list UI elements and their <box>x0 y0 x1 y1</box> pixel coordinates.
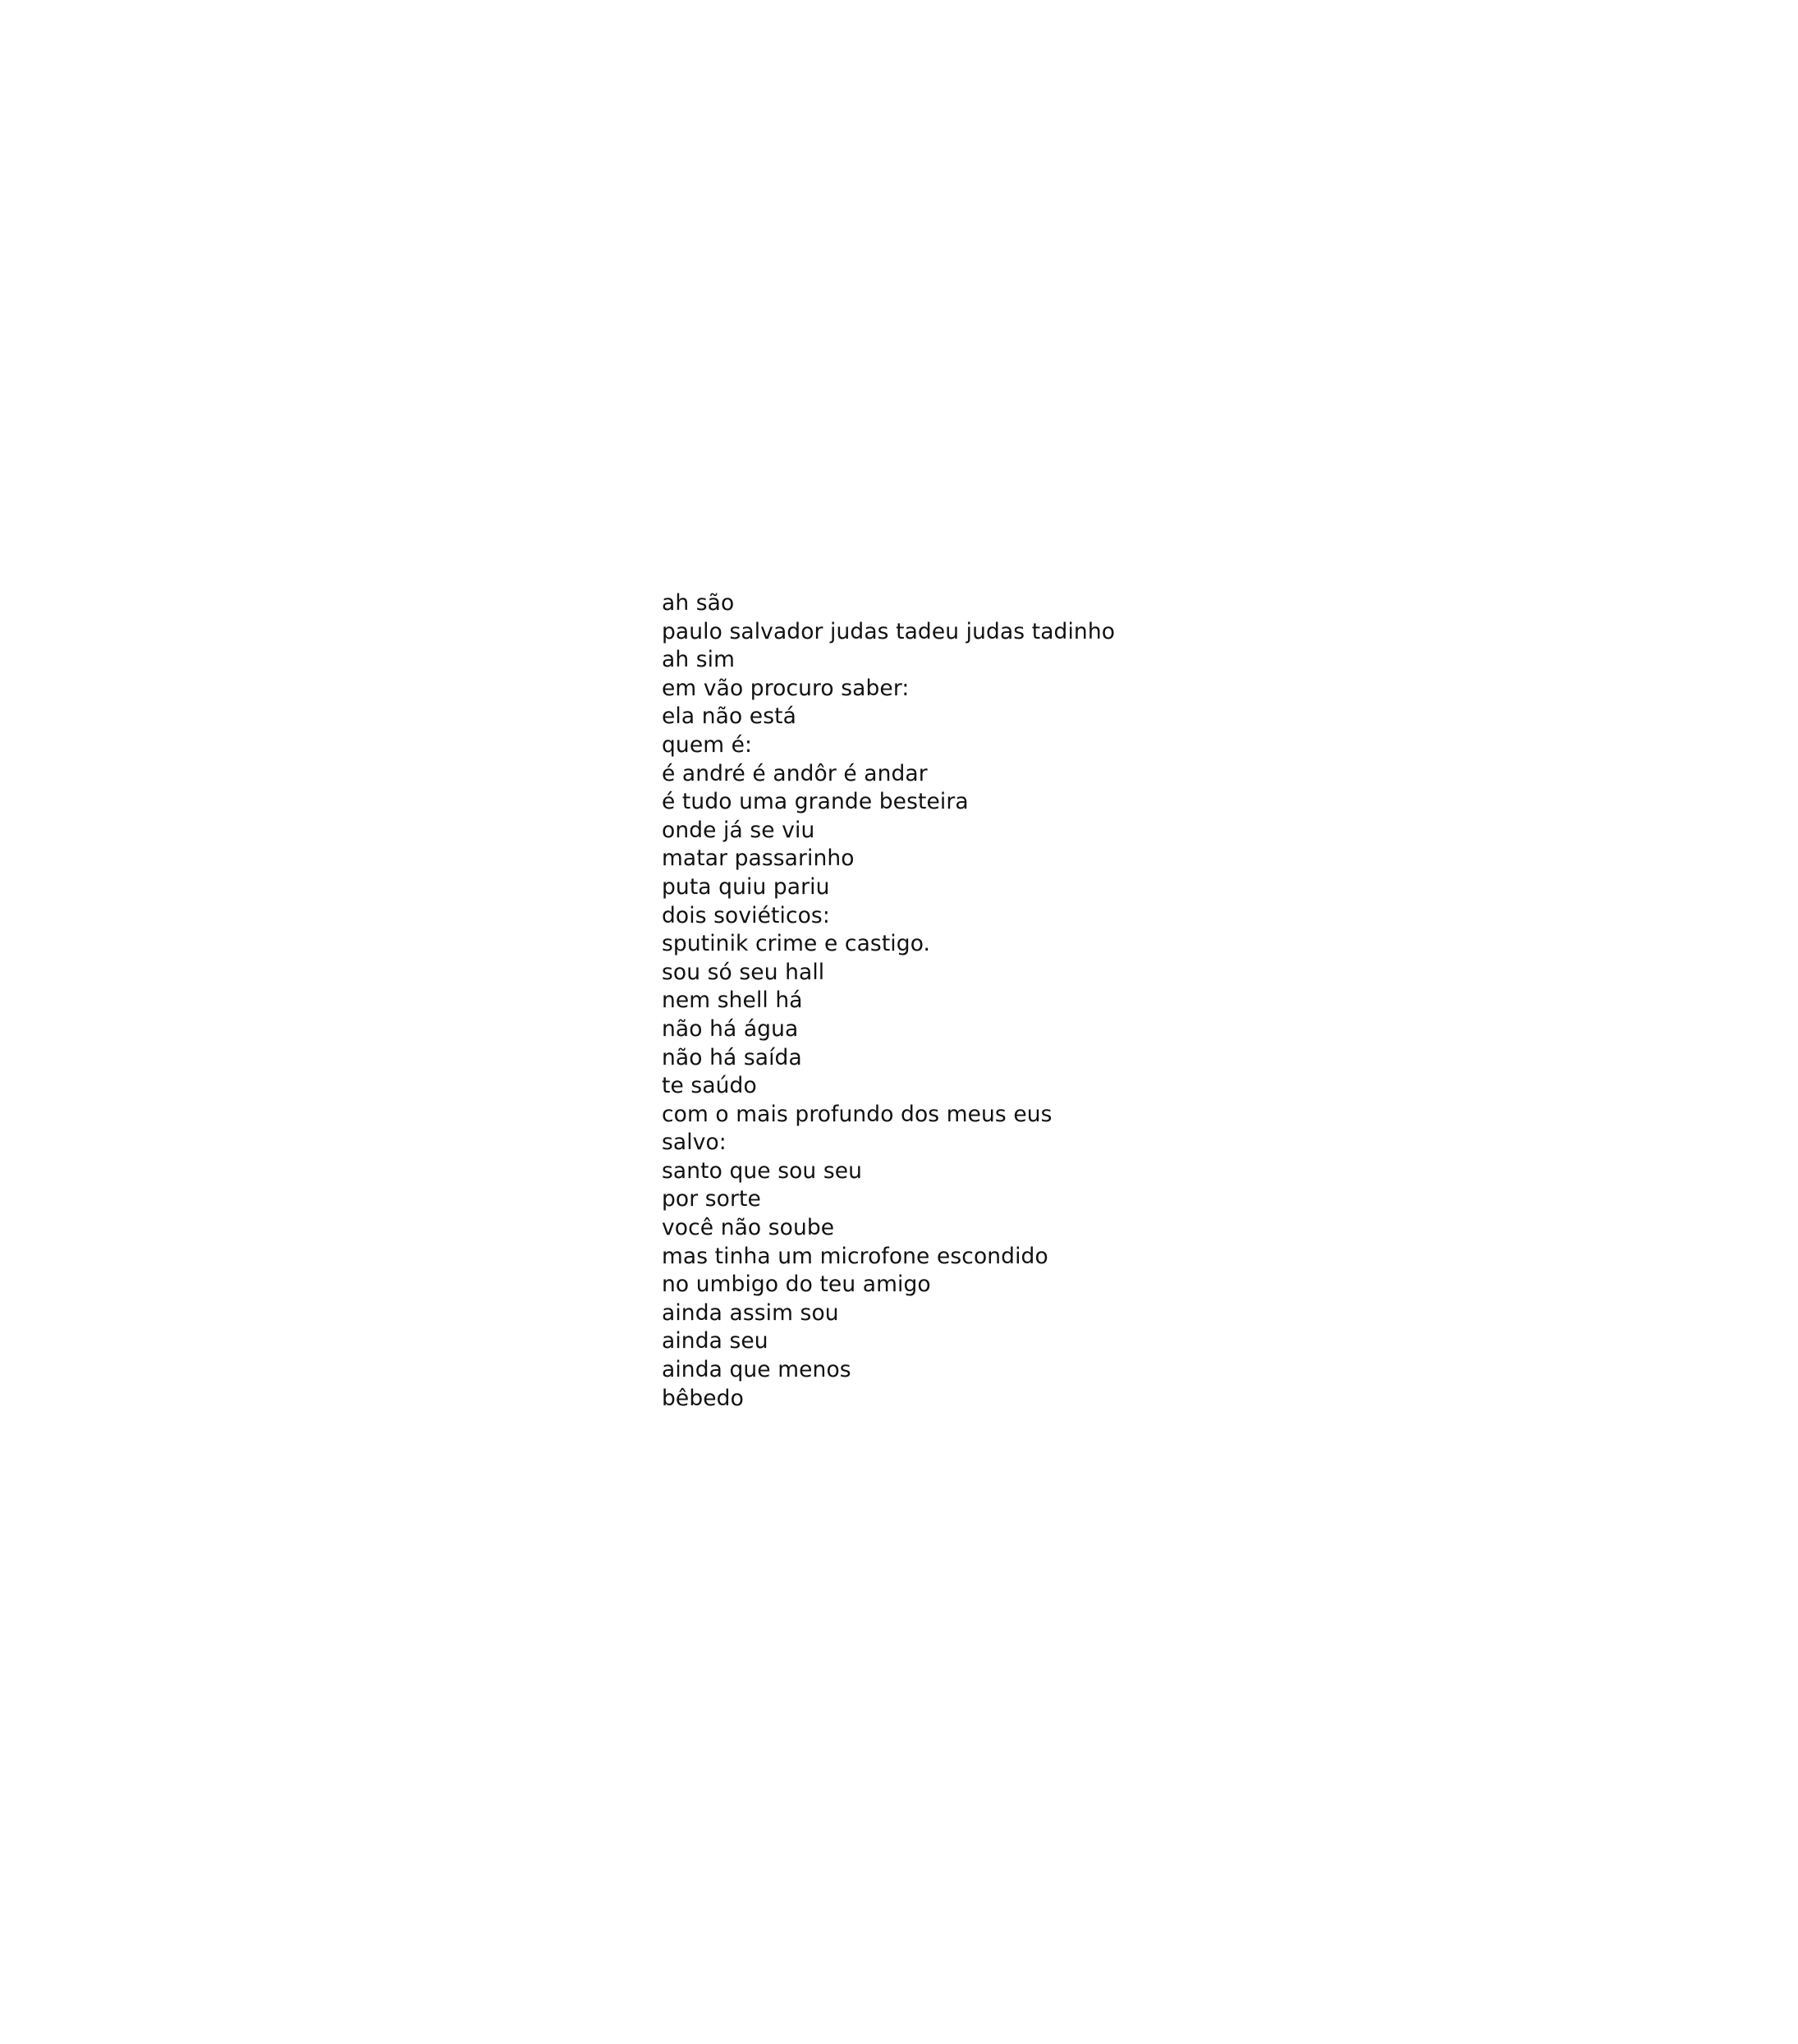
poem-line: ainda assim sou <box>662 1299 839 1326</box>
poem-line: mas tinha um microfone escondido <box>662 1243 1048 1269</box>
poem-line: matar passarinho <box>662 846 855 872</box>
poem-line: sou só seu hall <box>662 959 825 985</box>
poem-line: por sorte <box>662 1186 761 1212</box>
poem-line: sputinik crime e castigo. <box>662 931 931 957</box>
poem-line: em vão procuro saber: <box>662 675 910 701</box>
poem-line: puta quiu pariu <box>662 873 830 900</box>
poem-line: você não soube <box>662 1215 835 1241</box>
poem-line: não há saída <box>662 1044 802 1070</box>
poem-line: é tudo uma grande besteira <box>662 789 969 815</box>
poem-line: é andré é andôr é andar <box>662 760 928 786</box>
poem-line: onde já se viu <box>662 817 815 843</box>
poem-line: bêbedo <box>662 1385 744 1411</box>
poem-line: com o mais profundo dos meus eus <box>662 1101 1053 1127</box>
poem-line: ainda que menos <box>662 1357 851 1383</box>
poem-line: salvo: <box>662 1130 727 1156</box>
poem-line: ela não está <box>662 703 796 730</box>
poem-line: no umbigo do teu amigo <box>662 1272 931 1298</box>
poem-line: ah são <box>662 590 735 616</box>
poem-line: quem é: <box>662 731 753 758</box>
poem-line: paulo salvador judas tadeu judas tadinho <box>662 618 1116 644</box>
poem-line: ah sim <box>662 647 736 673</box>
poem-line: te saúdo <box>662 1073 757 1099</box>
poem-line: santo que sou seu <box>662 1157 863 1184</box>
poem-line: dois soviéticos: <box>662 902 830 928</box>
poem-text-block <box>662 589 1565 1413</box>
poem-line: não há água <box>662 1015 799 1042</box>
poem-line: nem shell há <box>662 988 803 1014</box>
poem-line: ainda seu <box>662 1328 768 1354</box>
